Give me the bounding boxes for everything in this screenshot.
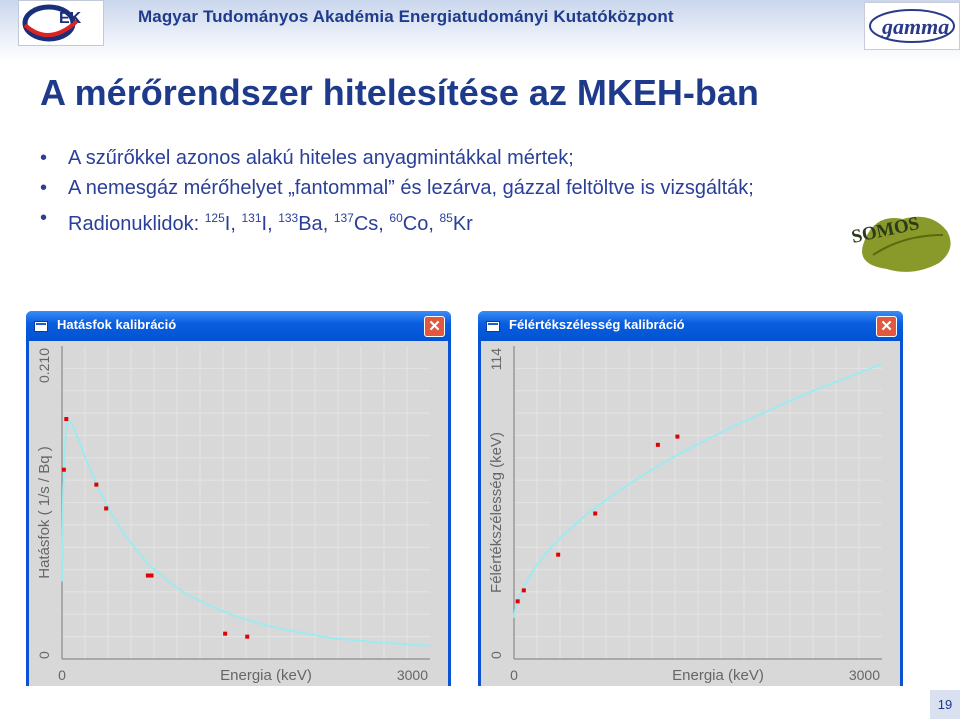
data-point — [62, 468, 66, 472]
window-titlebar[interactable] — [478, 311, 903, 341]
mass-number: 60 — [389, 211, 403, 225]
element-symbol: Kr — [452, 213, 473, 235]
separator: , — [322, 213, 334, 235]
logo-right-text: gamma — [882, 14, 950, 39]
x-tick-label: 0 — [58, 667, 66, 683]
bullet-dot-icon: • — [40, 207, 48, 229]
logo-left-text: EK — [59, 10, 82, 27]
element-symbol: I — [261, 213, 268, 235]
data-point — [593, 511, 597, 515]
bullet-text: A nemesgáz mérőhelyet „fantommal” és lezárva, gázzal feltöltve is vizsgálták; — [68, 177, 754, 199]
data-point — [675, 435, 679, 439]
bullet-item — [40, 143, 880, 173]
plot-area — [29, 341, 448, 686]
y-tick-label: 114 — [488, 348, 504, 371]
separator: , — [428, 213, 440, 235]
y-tick-label: 0.210 — [36, 348, 52, 384]
data-point — [522, 588, 526, 592]
element-symbol: Co — [402, 213, 429, 235]
mass-number: 133 — [278, 211, 299, 225]
efficiency-chart — [29, 341, 448, 686]
page-number: 19 — [930, 690, 960, 719]
y-axis-label: Hatásfok ( 1/s / Bq ) — [36, 446, 53, 579]
radionuclides-prefix: Radionuklidok: — [68, 213, 205, 235]
separator: , — [378, 213, 390, 235]
mass-number: 125 — [204, 211, 225, 225]
window-app-icon — [34, 321, 48, 332]
x-tick-label: 3000 — [848, 667, 880, 683]
window-title: Hatásfok kalibráció — [57, 317, 177, 332]
radionuclide-item — [389, 213, 439, 235]
element-symbol: I — [224, 213, 231, 235]
efficiency-calibration-window — [26, 311, 451, 686]
radionuclide-list — [205, 213, 473, 235]
data-point — [150, 574, 154, 578]
data-point — [516, 599, 520, 603]
separator: , — [230, 213, 242, 235]
mass-number: 85 — [439, 211, 453, 225]
close-button[interactable]: ✕ — [424, 316, 445, 337]
separator: , — [267, 213, 279, 235]
fwhm-calibration-window — [478, 311, 903, 686]
slide-title: A mérőrendszer hitelesítése az MKEH-ban — [40, 72, 759, 113]
somos-logo — [843, 205, 960, 277]
data-point — [94, 483, 98, 487]
y-tick-label: 0 — [488, 651, 504, 659]
data-point — [64, 417, 68, 421]
data-point — [146, 574, 150, 578]
x-axis-label: Energia (keV) — [220, 667, 312, 684]
data-point — [556, 553, 560, 557]
mass-number: 131 — [241, 211, 262, 225]
radionuclide-item — [241, 213, 278, 235]
window-app-icon — [486, 321, 500, 332]
element-symbol: Cs — [353, 213, 379, 235]
close-button[interactable]: ✕ — [876, 316, 897, 337]
y-tick-label: 0 — [36, 651, 52, 659]
radionuclide-item — [334, 213, 390, 235]
data-point — [104, 506, 108, 510]
plot-area — [481, 341, 900, 686]
gamma-logo — [864, 2, 960, 50]
bullet-dot-icon: • — [40, 177, 48, 199]
window-title: Félértékszélesség kalibráció — [509, 317, 685, 332]
mass-number: 137 — [333, 211, 354, 225]
element-symbol: Ba — [298, 213, 323, 235]
data-point — [656, 443, 660, 447]
window-titlebar[interactable] — [26, 311, 451, 341]
bullet-text: A szűrőkkel azonos alakú hiteles anyagmintákkal mértek; — [68, 147, 574, 169]
institute-logo — [18, 0, 104, 46]
bullet-item-radionuclides — [40, 203, 880, 239]
bullet-list — [40, 143, 880, 239]
radionuclide-item — [439, 213, 472, 235]
x-tick-label: 3000 — [396, 667, 428, 683]
x-tick-label: 0 — [510, 667, 518, 683]
bullet-dot-icon: • — [40, 147, 48, 169]
data-point — [223, 632, 227, 636]
y-axis-label: Félértékszélesség (keV) — [488, 432, 505, 593]
somos-logo-text: SOMOS — [849, 213, 922, 248]
fwhm-chart — [481, 341, 900, 686]
x-axis-label: Energia (keV) — [672, 667, 764, 684]
bullet-item — [40, 173, 868, 203]
radionuclide-item — [205, 213, 242, 235]
organization-name: Magyar Tudományos Akadémia Energiatudományi Kutatóközpont — [138, 7, 674, 26]
radionuclide-item — [278, 213, 334, 235]
data-point — [245, 635, 249, 639]
